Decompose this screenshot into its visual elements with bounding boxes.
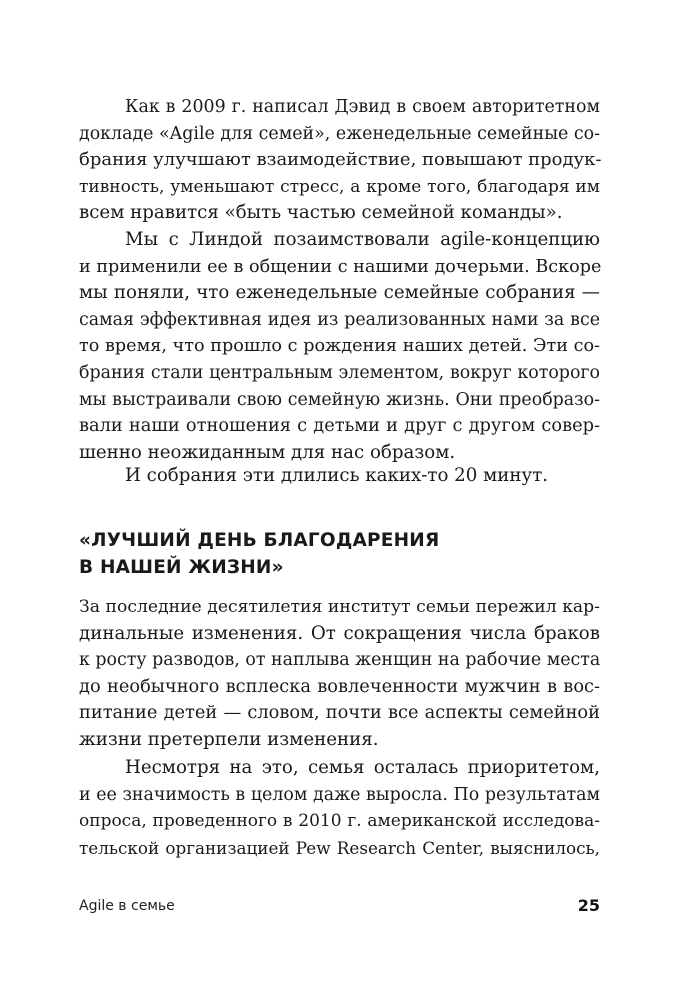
text-line: то время, что прошло с рождения наших детей. Эти со-	[79, 336, 600, 357]
text-line: Несмотря на это, семья осталась приоритетом,	[125, 757, 600, 778]
text-line: к росту разводов, от наплыва женщин на рабочие места	[79, 650, 601, 671]
text-line: мы выстраивали свою семейную жизнь. Они преобразо-	[79, 389, 600, 410]
paragraph-4	[79, 594, 600, 754]
text-line: динальные изменения. От сокращения числа браков	[79, 622, 600, 644]
heading-line: В НАШЕЙ ЖИЗНИ»	[79, 556, 284, 578]
text-line: мы поняли, что еженедельные семейные собрания —	[79, 282, 600, 304]
text-line: Как в 2009 г. написал Дэвид в своем авторитетном	[125, 97, 600, 117]
text-line: всем нравится «быть частью семейной команды».	[79, 202, 563, 224]
text-line: опроса, проведенного в 2010 г. американской исследова-	[79, 811, 600, 832]
text-line: тивность, уменьшают стресс, а кроме того, благодаря им	[79, 176, 600, 197]
paragraph-2	[79, 227, 600, 466]
text-line: докладе «Agile для семей», еженедельные семейные со-	[79, 123, 600, 144]
running-title: Agile в семье	[79, 898, 175, 914]
page-number: 25	[577, 896, 600, 915]
text-line: до необычного всплеска вовлеченности мужчин в вос-	[79, 675, 600, 697]
text-line: брания улучшают взаимодействие, повышают продук-	[79, 149, 602, 171]
text-line: питание детей — словом, почти все аспекты семейной	[79, 702, 600, 724]
paragraph-5	[79, 755, 600, 861]
text-line: За последние десятилетия институт семьи пережил кар-	[79, 597, 600, 617]
text-line: Мы с Линдой позаимствовали agile-концепцию	[125, 229, 600, 250]
text-line: жизни претерпели изменения.	[79, 728, 379, 750]
text-line: самая эффективная идея из реализованных нами за все	[79, 309, 600, 330]
text-line: и применили ее в общении с нашими дочерьми. Вскоре	[79, 256, 602, 277]
paragraph-1	[79, 94, 600, 227]
text-line: шенно неожиданным для нас образом.	[79, 441, 456, 463]
text-line: и ее значимость в целом даже выросла. По результатам	[79, 784, 600, 805]
section-heading	[79, 528, 600, 581]
text-line: вали наши отношения с детьми и друг с другом совер-	[79, 415, 600, 437]
text-line: тельской организацией Pew Research Center, выяснилось,	[79, 837, 600, 858]
text-line: И собрания эти длились каких-то 20 минут.	[125, 465, 549, 486]
paragraph-3	[79, 463, 600, 490]
heading-line: «ЛУЧШИЙ ДЕНЬ БЛАГОДАРЕНИЯ	[79, 530, 440, 551]
text-line: брания стали центральным элементом, вокруг которого	[79, 362, 600, 383]
